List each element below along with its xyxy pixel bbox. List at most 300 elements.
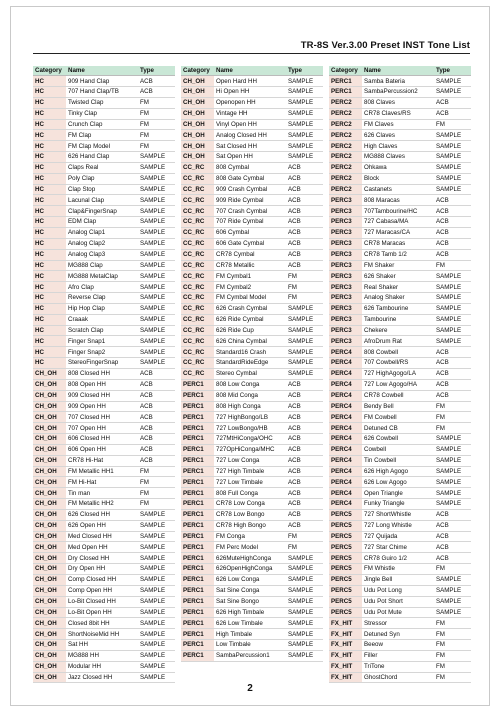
cell-type: ACB — [138, 390, 175, 401]
cell-type: FM — [434, 629, 471, 640]
cell-name: Crunch Clap — [66, 119, 138, 130]
cell-category: CC_RC — [181, 325, 214, 336]
cell-category: PERC5 — [329, 553, 362, 564]
cell-name: Sat HH — [66, 640, 138, 651]
cell-name: Analog Clap3 — [66, 249, 138, 260]
cell-type: SAMPLE — [138, 260, 175, 271]
cell-name: 626 Open HH — [66, 520, 138, 531]
table-row — [33, 184, 175, 195]
cell-category: PERC5 — [329, 520, 362, 531]
cell-category: PERC3 — [329, 238, 362, 249]
cell-name: GhostChord — [362, 672, 434, 683]
cell-type: FM — [286, 282, 323, 293]
cell-name: 626 High Agogo — [362, 466, 434, 477]
cell-category: PERC2 — [329, 173, 362, 184]
cell-name: 626 Low Timbale — [214, 618, 286, 629]
table-row — [33, 650, 175, 661]
cell-type: SAMPLE — [138, 640, 175, 651]
table-row — [33, 477, 175, 488]
cell-name: Claps Real — [66, 162, 138, 173]
cell-name: 727 HighBongo/LB — [214, 412, 286, 423]
table-row — [329, 108, 471, 119]
cell-category: HC — [33, 347, 66, 358]
tone-table-column-1 — [33, 66, 175, 683]
table-row — [181, 444, 323, 455]
cell-type: FM — [434, 672, 471, 683]
cell-category: HC — [33, 87, 66, 98]
table-row — [33, 434, 175, 445]
header-category: Category — [329, 66, 362, 76]
cell-type: ACB — [434, 195, 471, 206]
cell-name: CR78 Claves/RS — [362, 108, 434, 119]
cell-name: FM Cymbal Model — [214, 293, 286, 304]
cell-category: HC — [33, 358, 66, 369]
table-row — [33, 152, 175, 163]
cell-category: CC_RC — [181, 249, 214, 260]
table-row — [181, 596, 323, 607]
header-category: Category — [181, 66, 214, 76]
cell-name: Detuned Syn — [362, 629, 434, 640]
cell-category: PERC2 — [329, 108, 362, 119]
cell-name: 626 Ride Cup — [214, 325, 286, 336]
cell-type: FM — [286, 542, 323, 553]
table-row — [181, 629, 323, 640]
table-row — [33, 520, 175, 531]
table-row — [181, 314, 323, 325]
table-row — [329, 238, 471, 249]
cell-type: SAMPLE — [138, 509, 175, 520]
cell-type: ACB — [138, 379, 175, 390]
cell-name: FM Conga — [214, 531, 286, 542]
table-row — [329, 347, 471, 358]
table-row — [181, 477, 323, 488]
cell-category: PERC1 — [181, 434, 214, 445]
cell-category: HC — [33, 228, 66, 239]
cell-type: SAMPLE — [138, 195, 175, 206]
cell-category: PERC4 — [329, 401, 362, 412]
cell-category: PERC2 — [329, 152, 362, 163]
cell-type: SAMPLE — [138, 206, 175, 217]
cell-name: 808 Closed HH — [66, 368, 138, 379]
cell-name: Chekere — [362, 325, 434, 336]
cell-category: PERC3 — [329, 195, 362, 206]
cell-type: SAMPLE — [138, 314, 175, 325]
cell-category: PERC5 — [329, 596, 362, 607]
cell-category: CH_OH — [33, 607, 66, 618]
table-row — [33, 455, 175, 466]
cell-category: PERC1 — [181, 596, 214, 607]
cell-name: Stereo Cymbal — [214, 368, 286, 379]
table-row — [329, 368, 471, 379]
cell-type: ACB — [286, 195, 323, 206]
cell-type: ACB — [286, 466, 323, 477]
table-row — [329, 325, 471, 336]
cell-category: PERC3 — [329, 217, 362, 228]
table-row — [329, 260, 471, 271]
table-row — [181, 553, 323, 564]
cell-category: CH_OH — [181, 108, 214, 119]
cell-name: FM Cymbal2 — [214, 282, 286, 293]
cell-name: Funky Triangle — [362, 499, 434, 510]
table-row — [329, 217, 471, 228]
cell-type: SAMPLE — [286, 152, 323, 163]
cell-type: SAMPLE — [138, 152, 175, 163]
table-row — [33, 564, 175, 575]
cell-type: ACB — [286, 260, 323, 271]
table-row — [33, 672, 175, 683]
table-row — [33, 553, 175, 564]
cell-category: PERC1 — [181, 379, 214, 390]
cell-category: CH_OH — [33, 661, 66, 672]
tone-table-column-2 — [181, 66, 323, 662]
cell-type: SAMPLE — [286, 303, 323, 314]
cell-type: SAMPLE — [434, 141, 471, 152]
cell-type: SAMPLE — [138, 575, 175, 586]
cell-name: Sat Sine Bongo — [214, 596, 286, 607]
cell-category: CH_OH — [33, 423, 66, 434]
table-row — [181, 303, 323, 314]
cell-name: 707 Hand Clap/TB — [66, 87, 138, 98]
table-row — [181, 173, 323, 184]
table-row — [329, 76, 471, 87]
cell-category: PERC3 — [329, 325, 362, 336]
cell-name: 727 Long Whistle — [362, 520, 434, 531]
cell-category: PERC4 — [329, 466, 362, 477]
cell-category: PERC4 — [329, 455, 362, 466]
cell-type: SAMPLE — [138, 325, 175, 336]
cell-type: SAMPLE — [434, 575, 471, 586]
cell-name: Afro Clap — [66, 282, 138, 293]
table-row — [181, 640, 323, 651]
cell-name: CR78 Tamb 1/2 — [362, 249, 434, 260]
table-row — [329, 401, 471, 412]
table-row — [181, 499, 323, 510]
cell-name: FM Clap — [66, 130, 138, 141]
table-row — [33, 444, 175, 455]
cell-category: PERC1 — [181, 499, 214, 510]
cell-category: CC_RC — [181, 228, 214, 239]
cell-category: PERC4 — [329, 488, 362, 499]
cell-name: 808 Cowbell — [362, 347, 434, 358]
table-row — [181, 282, 323, 293]
cell-category: CH_OH — [33, 650, 66, 661]
cell-category: HC — [33, 293, 66, 304]
cell-name: 626 Ride Cymbal — [214, 314, 286, 325]
cell-type: SAMPLE — [138, 520, 175, 531]
cell-type: ACB — [138, 87, 175, 98]
table-row — [329, 618, 471, 629]
table-row — [329, 661, 471, 672]
cell-name: 707 Cowbell/RS — [362, 358, 434, 369]
cell-category: HC — [33, 141, 66, 152]
header-type: Type — [286, 66, 323, 76]
cell-category: FX_HIT — [329, 672, 362, 683]
cell-name: 626 Crash Cymbal — [214, 303, 286, 314]
cell-category: PERC1 — [181, 455, 214, 466]
cell-category: CH_OH — [33, 596, 66, 607]
cell-category: PERC4 — [329, 434, 362, 445]
cell-name: Detuned CB — [362, 423, 434, 434]
table-row — [329, 206, 471, 217]
table-row — [181, 249, 323, 260]
cell-type: ACB — [286, 206, 323, 217]
cell-type: SAMPLE — [138, 271, 175, 282]
cell-type: FM — [138, 130, 175, 141]
cell-name: FM Perc Model — [214, 542, 286, 553]
cell-category: PERC3 — [329, 336, 362, 347]
cell-name: MG888 HH — [66, 650, 138, 661]
cell-category: HC — [33, 314, 66, 325]
table-row — [181, 520, 323, 531]
table-row — [181, 531, 323, 542]
table-row — [33, 162, 175, 173]
cell-category: CH_OH — [33, 640, 66, 651]
table-row — [33, 141, 175, 152]
cell-name: 626 Shaker — [362, 271, 434, 282]
table-row — [329, 575, 471, 586]
cell-category: HC — [33, 325, 66, 336]
cell-name: Jazz Closed HH — [66, 672, 138, 683]
table-row — [181, 412, 323, 423]
cell-category: PERC1 — [181, 390, 214, 401]
cell-name: Hip Hop Clap — [66, 303, 138, 314]
table-header-row — [181, 66, 323, 76]
cell-category: PERC1 — [181, 488, 214, 499]
table-row — [33, 596, 175, 607]
cell-name: Ohkawa — [362, 162, 434, 173]
table-row — [181, 390, 323, 401]
tone-table — [329, 66, 471, 683]
cell-type: SAMPLE — [434, 173, 471, 184]
cell-type: ACB — [286, 173, 323, 184]
table-row — [181, 195, 323, 206]
table-row — [181, 575, 323, 586]
cell-category: HC — [33, 108, 66, 119]
cell-type: ACB — [286, 509, 323, 520]
table-row — [329, 585, 471, 596]
cell-name: Tambourine — [362, 314, 434, 325]
cell-name: FM Cowbell — [362, 412, 434, 423]
cell-type: ACB — [434, 542, 471, 553]
cell-category: HC — [33, 206, 66, 217]
cell-type: ACB — [138, 444, 175, 455]
table-row — [181, 379, 323, 390]
cell-type: SAMPLE — [434, 130, 471, 141]
cell-name: CR78 Low Conga — [214, 499, 286, 510]
cell-category: PERC1 — [181, 607, 214, 618]
cell-category: CC_RC — [181, 336, 214, 347]
cell-type: FM — [434, 640, 471, 651]
cell-type: SAMPLE — [138, 162, 175, 173]
cell-name: CR78 Cymbal — [214, 249, 286, 260]
cell-type: FM — [434, 119, 471, 130]
cell-name: 808 High Conga — [214, 401, 286, 412]
cell-category: CH_OH — [33, 553, 66, 564]
table-row — [181, 336, 323, 347]
cell-category: PERC1 — [181, 401, 214, 412]
cell-type: ACB — [286, 390, 323, 401]
cell-category: PERC1 — [181, 618, 214, 629]
cell-category: CH_OH — [33, 520, 66, 531]
cell-name: 727 ShortWhistle — [362, 509, 434, 520]
cell-category: CH_OH — [33, 509, 66, 520]
cell-name: Low Timbale — [214, 640, 286, 651]
cell-name: Cowbell — [362, 444, 434, 455]
table-row — [329, 477, 471, 488]
cell-name: 808 Gate Cymbal — [214, 173, 286, 184]
cell-name: Open Triangle — [362, 488, 434, 499]
cell-name: 808 Claves — [362, 97, 434, 108]
cell-type: SAMPLE — [138, 173, 175, 184]
table-row — [329, 542, 471, 553]
cell-name: Finger Snap1 — [66, 336, 138, 347]
table-row — [33, 249, 175, 260]
cell-name: Stressor — [362, 618, 434, 629]
cell-type: SAMPLE — [434, 444, 471, 455]
cell-type: SAMPLE — [138, 217, 175, 228]
table-row — [181, 618, 323, 629]
cell-type: SAMPLE — [138, 184, 175, 195]
cell-name: 727 Maracas/CA — [362, 228, 434, 239]
cell-category: CH_OH — [33, 585, 66, 596]
table-row — [329, 423, 471, 434]
table-row — [329, 130, 471, 141]
cell-name: 707 Closed HH — [66, 412, 138, 423]
cell-category: PERC3 — [329, 249, 362, 260]
cell-type: SAMPLE — [286, 97, 323, 108]
cell-name: Analog Shaker — [362, 293, 434, 304]
cell-type: ACB — [434, 108, 471, 119]
cell-type: SAMPLE — [286, 141, 323, 152]
table-row — [329, 596, 471, 607]
cell-type: ACB — [138, 455, 175, 466]
table-row — [33, 358, 175, 369]
cell-category: CH_OH — [33, 542, 66, 553]
cell-type: SAMPLE — [434, 314, 471, 325]
table-row — [181, 217, 323, 228]
cell-category: CC_RC — [181, 271, 214, 282]
cell-category: CC_RC — [181, 217, 214, 228]
cell-name: 909 Hand Clap — [66, 76, 138, 87]
cell-category: HC — [33, 173, 66, 184]
cell-name: Real Shaker — [362, 282, 434, 293]
cell-category: PERC1 — [181, 640, 214, 651]
table-row — [181, 564, 323, 575]
header-name: Name — [66, 66, 138, 76]
cell-type: FM — [286, 293, 323, 304]
table-row — [181, 76, 323, 87]
cell-type: SAMPLE — [286, 87, 323, 98]
cell-name: 707 Open HH — [66, 423, 138, 434]
cell-name: Vintage HH — [214, 108, 286, 119]
cell-name: Castanets — [362, 184, 434, 195]
table-row — [329, 184, 471, 195]
cell-type: FM — [138, 466, 175, 477]
cell-category: CH_OH — [33, 477, 66, 488]
cell-name: 626 Cowbell — [362, 434, 434, 445]
table-row — [181, 347, 323, 358]
table-row — [33, 640, 175, 651]
cell-category: PERC4 — [329, 477, 362, 488]
cell-type: SAMPLE — [138, 347, 175, 358]
cell-type: ACB — [434, 97, 471, 108]
cell-name: 727 Low Agogo/HA — [362, 379, 434, 390]
cell-category: HC — [33, 282, 66, 293]
table-row — [329, 152, 471, 163]
table-row — [329, 672, 471, 683]
cell-name: Hi Open HH — [214, 87, 286, 98]
cell-name: FM Claves — [362, 119, 434, 130]
tone-table-column-3 — [329, 66, 471, 683]
cell-name: 727 Low Timbale — [214, 477, 286, 488]
cell-name: EDM Clap — [66, 217, 138, 228]
cell-category: CH_OH — [33, 434, 66, 445]
table-row — [329, 444, 471, 455]
table-row — [33, 303, 175, 314]
cell-type: SAMPLE — [286, 575, 323, 586]
cell-name: Udu Pot Long — [362, 585, 434, 596]
cell-category: PERC5 — [329, 531, 362, 542]
cell-category: PERC3 — [329, 314, 362, 325]
cell-name: 808 Mid Conga — [214, 390, 286, 401]
cell-type: SAMPLE — [286, 640, 323, 651]
cell-type: SAMPLE — [434, 184, 471, 195]
cell-type: SAMPLE — [138, 293, 175, 304]
table-row — [181, 184, 323, 195]
cell-type: SAMPLE — [434, 303, 471, 314]
cell-name: Clap Stop — [66, 184, 138, 195]
table-row — [181, 130, 323, 141]
cell-type: ACB — [286, 488, 323, 499]
cell-category: PERC2 — [329, 141, 362, 152]
cell-category: PERC4 — [329, 390, 362, 401]
cell-category: PERC1 — [181, 650, 214, 661]
cell-category: HC — [33, 336, 66, 347]
cell-category: CC_RC — [181, 162, 214, 173]
table-row — [181, 488, 323, 499]
cell-type: SAMPLE — [138, 661, 175, 672]
cell-type: SAMPLE — [434, 325, 471, 336]
cell-type: FM — [138, 97, 175, 108]
cell-category: HC — [33, 119, 66, 130]
cell-name: 626 Hand Clap — [66, 152, 138, 163]
cell-name: Lo-Bit Open HH — [66, 607, 138, 618]
table-row — [329, 564, 471, 575]
cell-name: 727 HighAgogo/LA — [362, 368, 434, 379]
tone-table — [181, 66, 323, 662]
cell-name: Jingle Bell — [362, 575, 434, 586]
table-row — [329, 607, 471, 618]
table-row — [329, 282, 471, 293]
cell-type: ACB — [434, 368, 471, 379]
cell-type: ACB — [138, 76, 175, 87]
cell-type: SAMPLE — [138, 303, 175, 314]
table-row — [33, 607, 175, 618]
table-row — [329, 87, 471, 98]
cell-name: Comp Open HH — [66, 585, 138, 596]
cell-name: 909 Closed HH — [66, 390, 138, 401]
cell-type: SAMPLE — [286, 629, 323, 640]
cell-name: Med Open HH — [66, 542, 138, 553]
cell-category: CC_RC — [181, 293, 214, 304]
table-row — [181, 271, 323, 282]
table-row — [181, 325, 323, 336]
cell-category: PERC1 — [181, 542, 214, 553]
cell-type: SAMPLE — [286, 130, 323, 141]
table-row — [329, 629, 471, 640]
cell-category: HC — [33, 260, 66, 271]
table-row — [33, 368, 175, 379]
